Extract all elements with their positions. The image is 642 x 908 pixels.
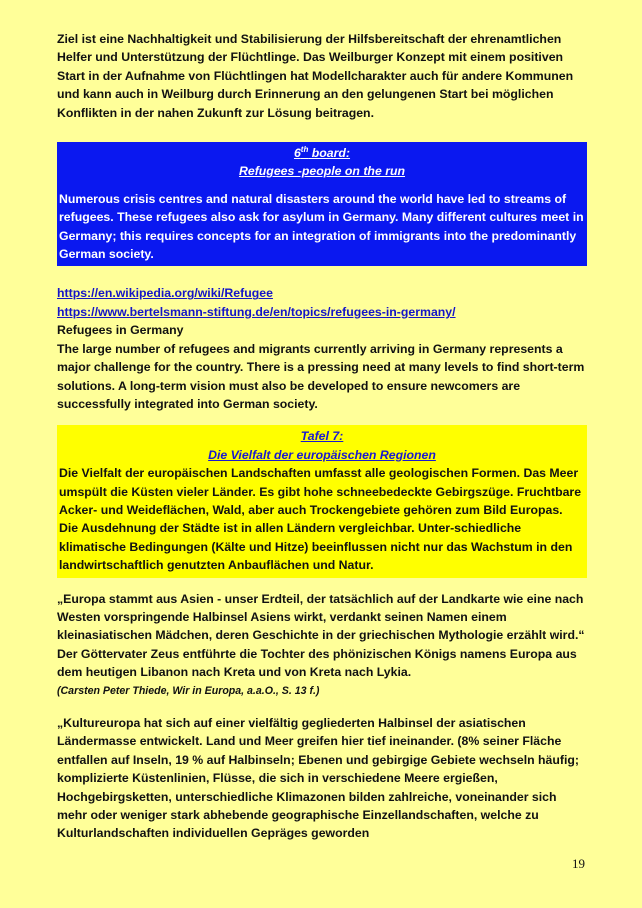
board-6-number: 6: [293, 146, 301, 161]
board-6-title: [59, 144, 585, 162]
board-6-box: [57, 142, 587, 266]
board-6-subtitle: Refugees -people on the run: [238, 164, 406, 179]
refugees-paragraph: The large number of refugees and migrants currently arriving in Germany represents a major challenge for the country. There is a pressing need at many levels to find short-term solutions. A long-term vision must also be developed to ensure newcomers are successfully integrated into German society.: [57, 341, 585, 411]
tafel-7-body: Die Vielfalt der europäischen Landschaften umfasst alle geologischen Formen. Das Meer umspült die Küsten vieler Länder. Es gibt hohe schneebedeckte Gebirgszüge. Fruchtbare Acker- und Weideflächen, Wald, aber auch Trockengebiete gehören zum Bild Europas. Die Ausdehnung der Städte ist in allen Ländern vergleichbar. Unter-schiedliche klimatische Bedingungen (Kälte und Hitze) beeinflussen nicht nur das Wachstum in den landwirtschaftlich genutzten Anbauflächen und Natur.: [59, 466, 582, 573]
bertelsmann-link[interactable]: https://www.bertelsmann-stiftung.de/en/topics/refugees-in-germany/: [57, 304, 456, 319]
board-6-body: Numerous crisis centres and natural disasters around the world have led to streams of refugees. These refugees also ask for asylum in Germany. Many different cultures meet in Germany; this requires concepts for an integration of immigrants into the predominantly German society.: [59, 191, 584, 262]
board-6-ordinal: th: [300, 144, 309, 154]
board-6-label: board:: [308, 146, 351, 161]
refugees-heading: Refugees in Germany: [57, 323, 184, 338]
kultureuropa-quote: „Kultureuropa hat sich auf einer vielfältig gegliederten Halbinsel der asiatischen Ländermasse entwickelt. Land und Meer greifen hier tief ineinander. (8% seiner Fläche entfallen auf Inseln, 19 % auf Halbinseln; Ebenen und gebirgige Gebiete wechseln häufig; komplizierte Küstenlinien, Flüsse, die sich in verschiedene Meere ergießen, Hochgebirgsketten, unterschiedliche Klimazonen bilden zahlreiche, voneinander sich mehr oder weniger stark abhebende geographische Einzellandschaften, welche zu Kulturlandschaften individuellen Gepräges geworden: [57, 716, 580, 841]
page-number: 19: [572, 856, 585, 871]
page-content: [57, 30, 587, 843]
tafel-7-subtitle: Die Vielfalt der europäischen Regionen: [208, 447, 436, 462]
europa-quote: „Europa stammt aus Asien - unser Erdteil, der tatsächlich auf der Landkarte wie eine nach Westen vorspringende Halbinsel Asiens wirkt, verdankt seinen Namen einem kleinasiatischen Mädchen, deren Geschichte in der griechischen Mythologie erzählt wird.“ Der Göttervater Zeus entführte die Tochter des phönizischen Königs namens Europa aus dem heutigen Libanon nach Kreta und von Kreta nach Lykia.: [57, 591, 585, 680]
tafel-7-title: Tafel 7:: [300, 429, 344, 444]
tafel-7-box: [57, 425, 587, 577]
wikipedia-link[interactable]: https://en.wikipedia.org/wiki/Refugee: [57, 286, 273, 301]
intro-paragraph: Ziel ist eine Nachhaltigkeit und Stabilisierung der Hilfsbereitschaft der ehrenamtlichen Helfer und Unterstützung der Flüchtlinge. Das Weilburger Konzept mit einem positiven Start in der Aufnahme von Flüchtlingen hat Modellcharakter auch für andere Kommunen und kann auch in Weilburg durch Erinnerung an den gelungenen Start bei möglichen Konflikten in der nahen Zukunft zur Lösung beitragen.: [57, 32, 574, 120]
europa-citation: (Carsten Peter Thiede, Wir in Europa, a.a.O., S. 13 f.): [57, 684, 320, 697]
